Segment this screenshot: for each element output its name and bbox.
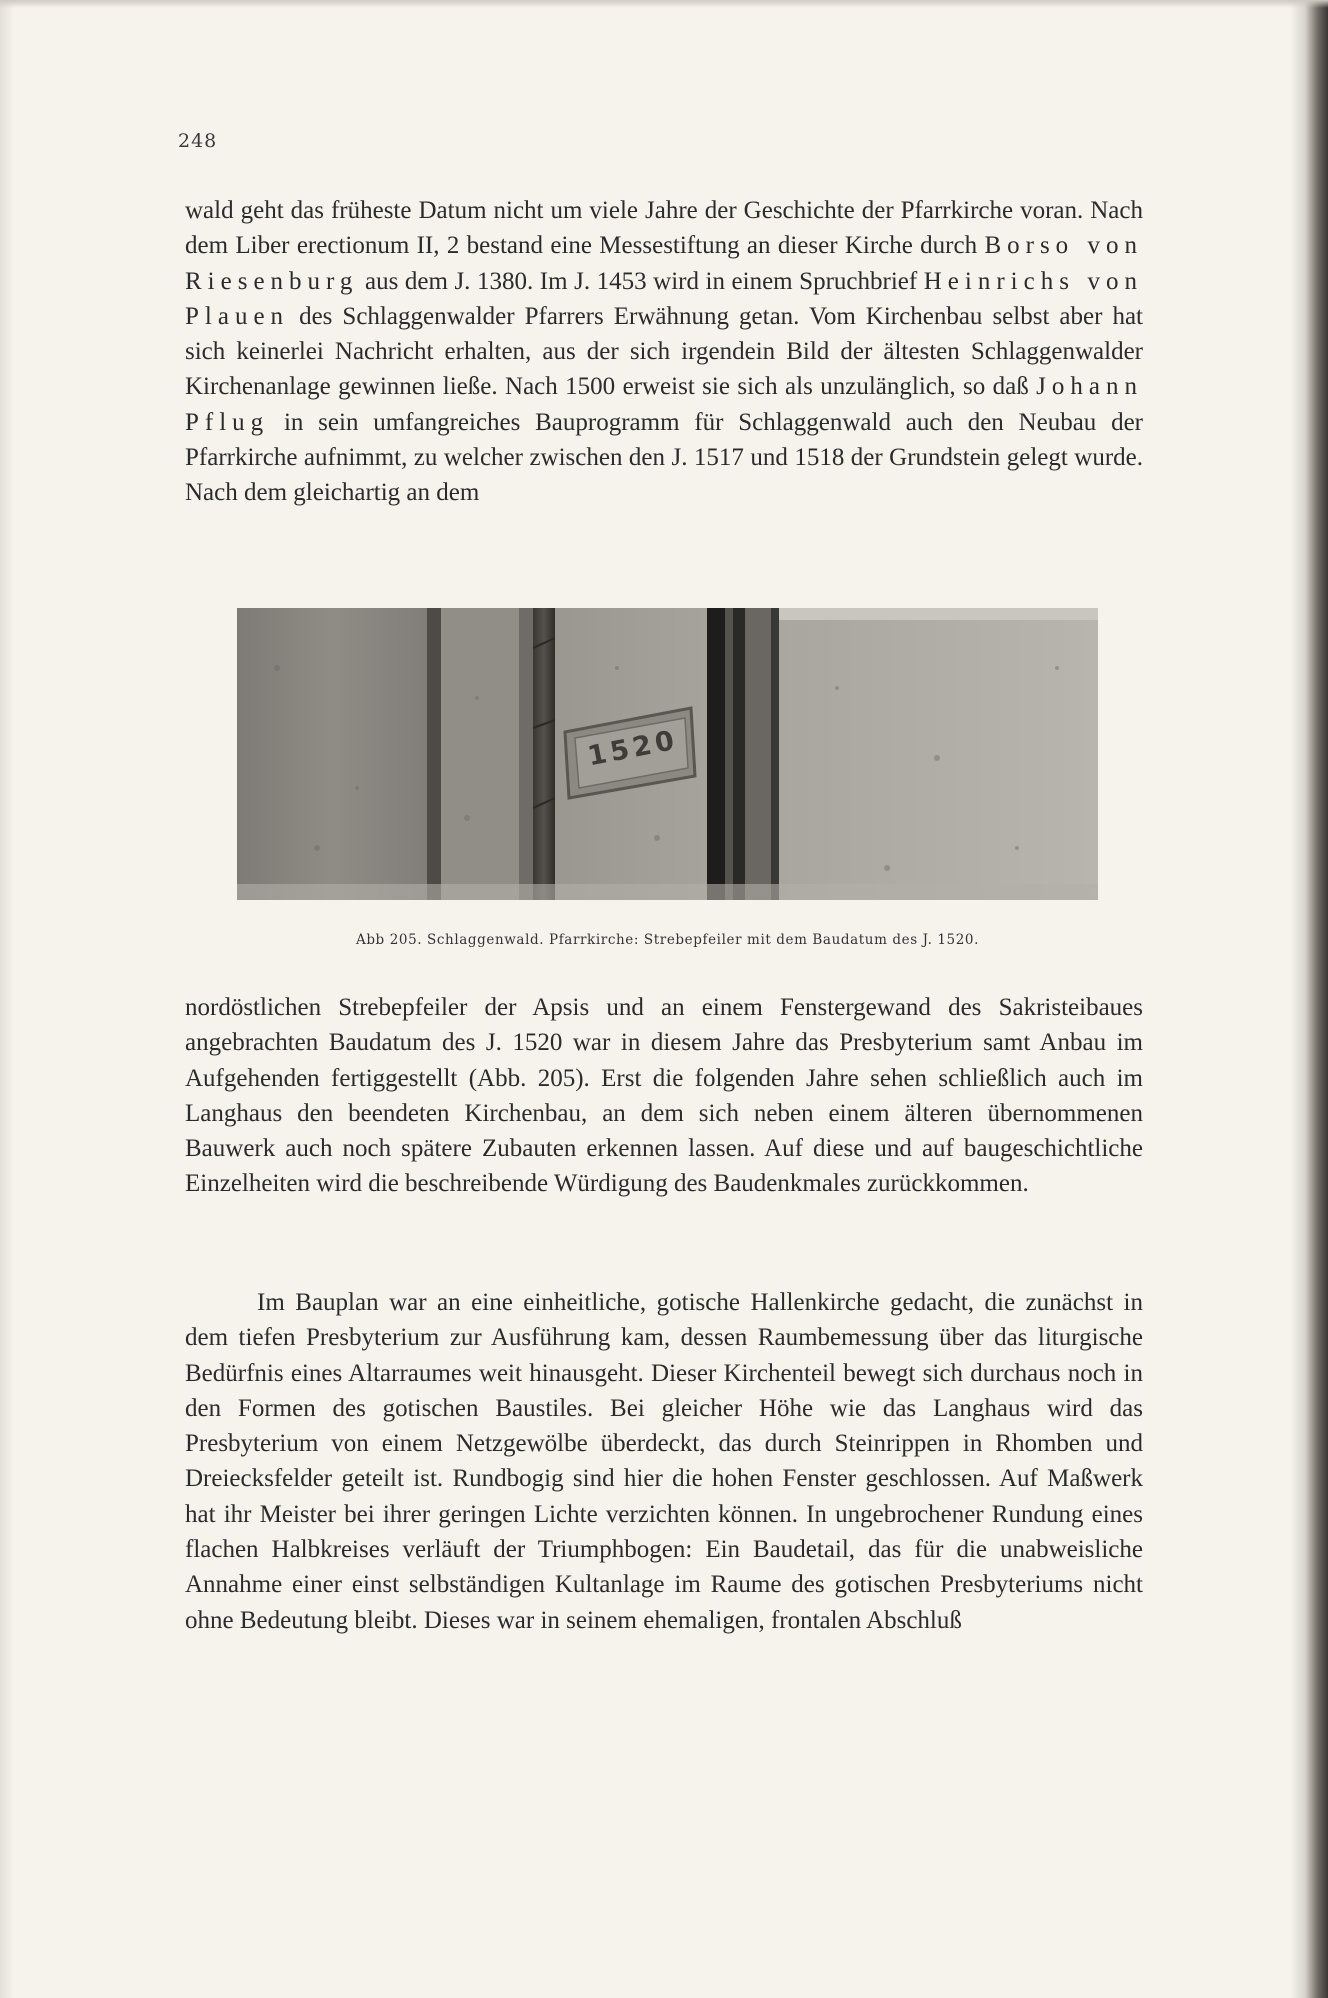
person-name-pflug: Johann Pflug xyxy=(185,373,1143,436)
paragraph-3-text: Im Bauplan war an eine einheitliche, gotische Hallenkirche gedacht, die zunächst in dem tiefen Presbyterium zur Ausführung kam, dessen Raumbemessung über das liturgische Bedürfnis eines Altarraumes weit hinausgeht. Dieser Kirchenteil bewegt sich durchaus noch in den Formen des gotischen Baustiles. Bei gleicher Höhe wie das Langhaus wird das Presbyterium von einem Netzgewölbe überdeckt, das durch Steinrippen in Rhomben und Dreiecksfelder geteilt ist. Rundbogig sind hier die hohen Fenster geschlossen. Auf Maßwerk hat ihr Meister bei ihrer geringen Lichte verzichten können. In ungebrochener Rundung eines flachen Halbkreises verläuft der Triumphbogen: Ein Baudetail, das für die unabweisliche Annahme einer einst selbständigen Kultanlage im Raume des gotischen Presbyteriums nicht ohne Bedeutung bleibt. Dieses war in seinem ehemaligen, frontalen Abschluß xyxy=(185,1289,1143,1634)
page-number: 248 xyxy=(178,130,218,152)
person-name-borso: Borso von Riesenburg xyxy=(185,232,1143,295)
paragraph-2-text: nordöstlichen Strebepfeiler der Apsis und an einem Fenstergewand des Sakristeibaues angebrachten Baudatum des J. 1520 war in diesem Jahre das Presbyterium samt Anbau im Aufgehenden fertiggestellt (Abb. 205). Erst die folgenden Jahre sehen schließlich auch im Langhaus den beendeten Kirchenbau, an dem sich neben einem älteren übernommenen Bauwerk auch noch spätere Zubauten erkennen lassen. Auf diese und auf baugeschichtliche Einzelheiten wird die beschreibende Würdigung des Baudenkmales zurückkommen. xyxy=(185,994,1143,1198)
paragraph-1-text-c: des Schlaggenwalder Pfarrers Erwähnung getan. Vom Kirchenbau selbst aber hat sich keinerlei Nachricht erhalten, aus der sich irgendein Bild der ältesten Schlaggenwalder Kirchenanlage gewinnen ließe. Nach 1500 erweist sie sich als unzulänglich, so daß xyxy=(185,302,1143,401)
paragraph-3 xyxy=(185,1285,1143,1638)
paragraph-1-text-b: aus dem J. 1380. Im J. 1453 wird in einem Spruchbrief xyxy=(358,267,924,295)
person-name-heinrich: Heinrichs von Plauen xyxy=(185,267,1143,330)
paragraph-1-text-a: wald geht das früheste Datum nicht um viele Jahre der Geschichte der Pfarrkirche voran. Nach dem Liber erectionum II, 2 bestand eine Messestiftung an dieser Kirche durch xyxy=(185,197,1143,260)
paragraph-2 xyxy=(185,990,1143,1202)
paragraph-1-text-d: in sein umfangreiches Bauprogramm für Schlaggenwald auch den Neubau der Pfarrkirche aufnimmt, zu welcher zwischen den J. 1517 und 1518 der Grundstein gelegt wurde. Nach dem gleichartig an dem xyxy=(185,408,1143,507)
figure-caption: Abb 205. Schlaggenwald. Pfarrkirche: Strebepfeiler mit dem Baudatum des J. 1520. xyxy=(355,932,980,948)
inscription-date: 1520 xyxy=(585,724,681,773)
paragraph-1 xyxy=(185,193,1143,511)
